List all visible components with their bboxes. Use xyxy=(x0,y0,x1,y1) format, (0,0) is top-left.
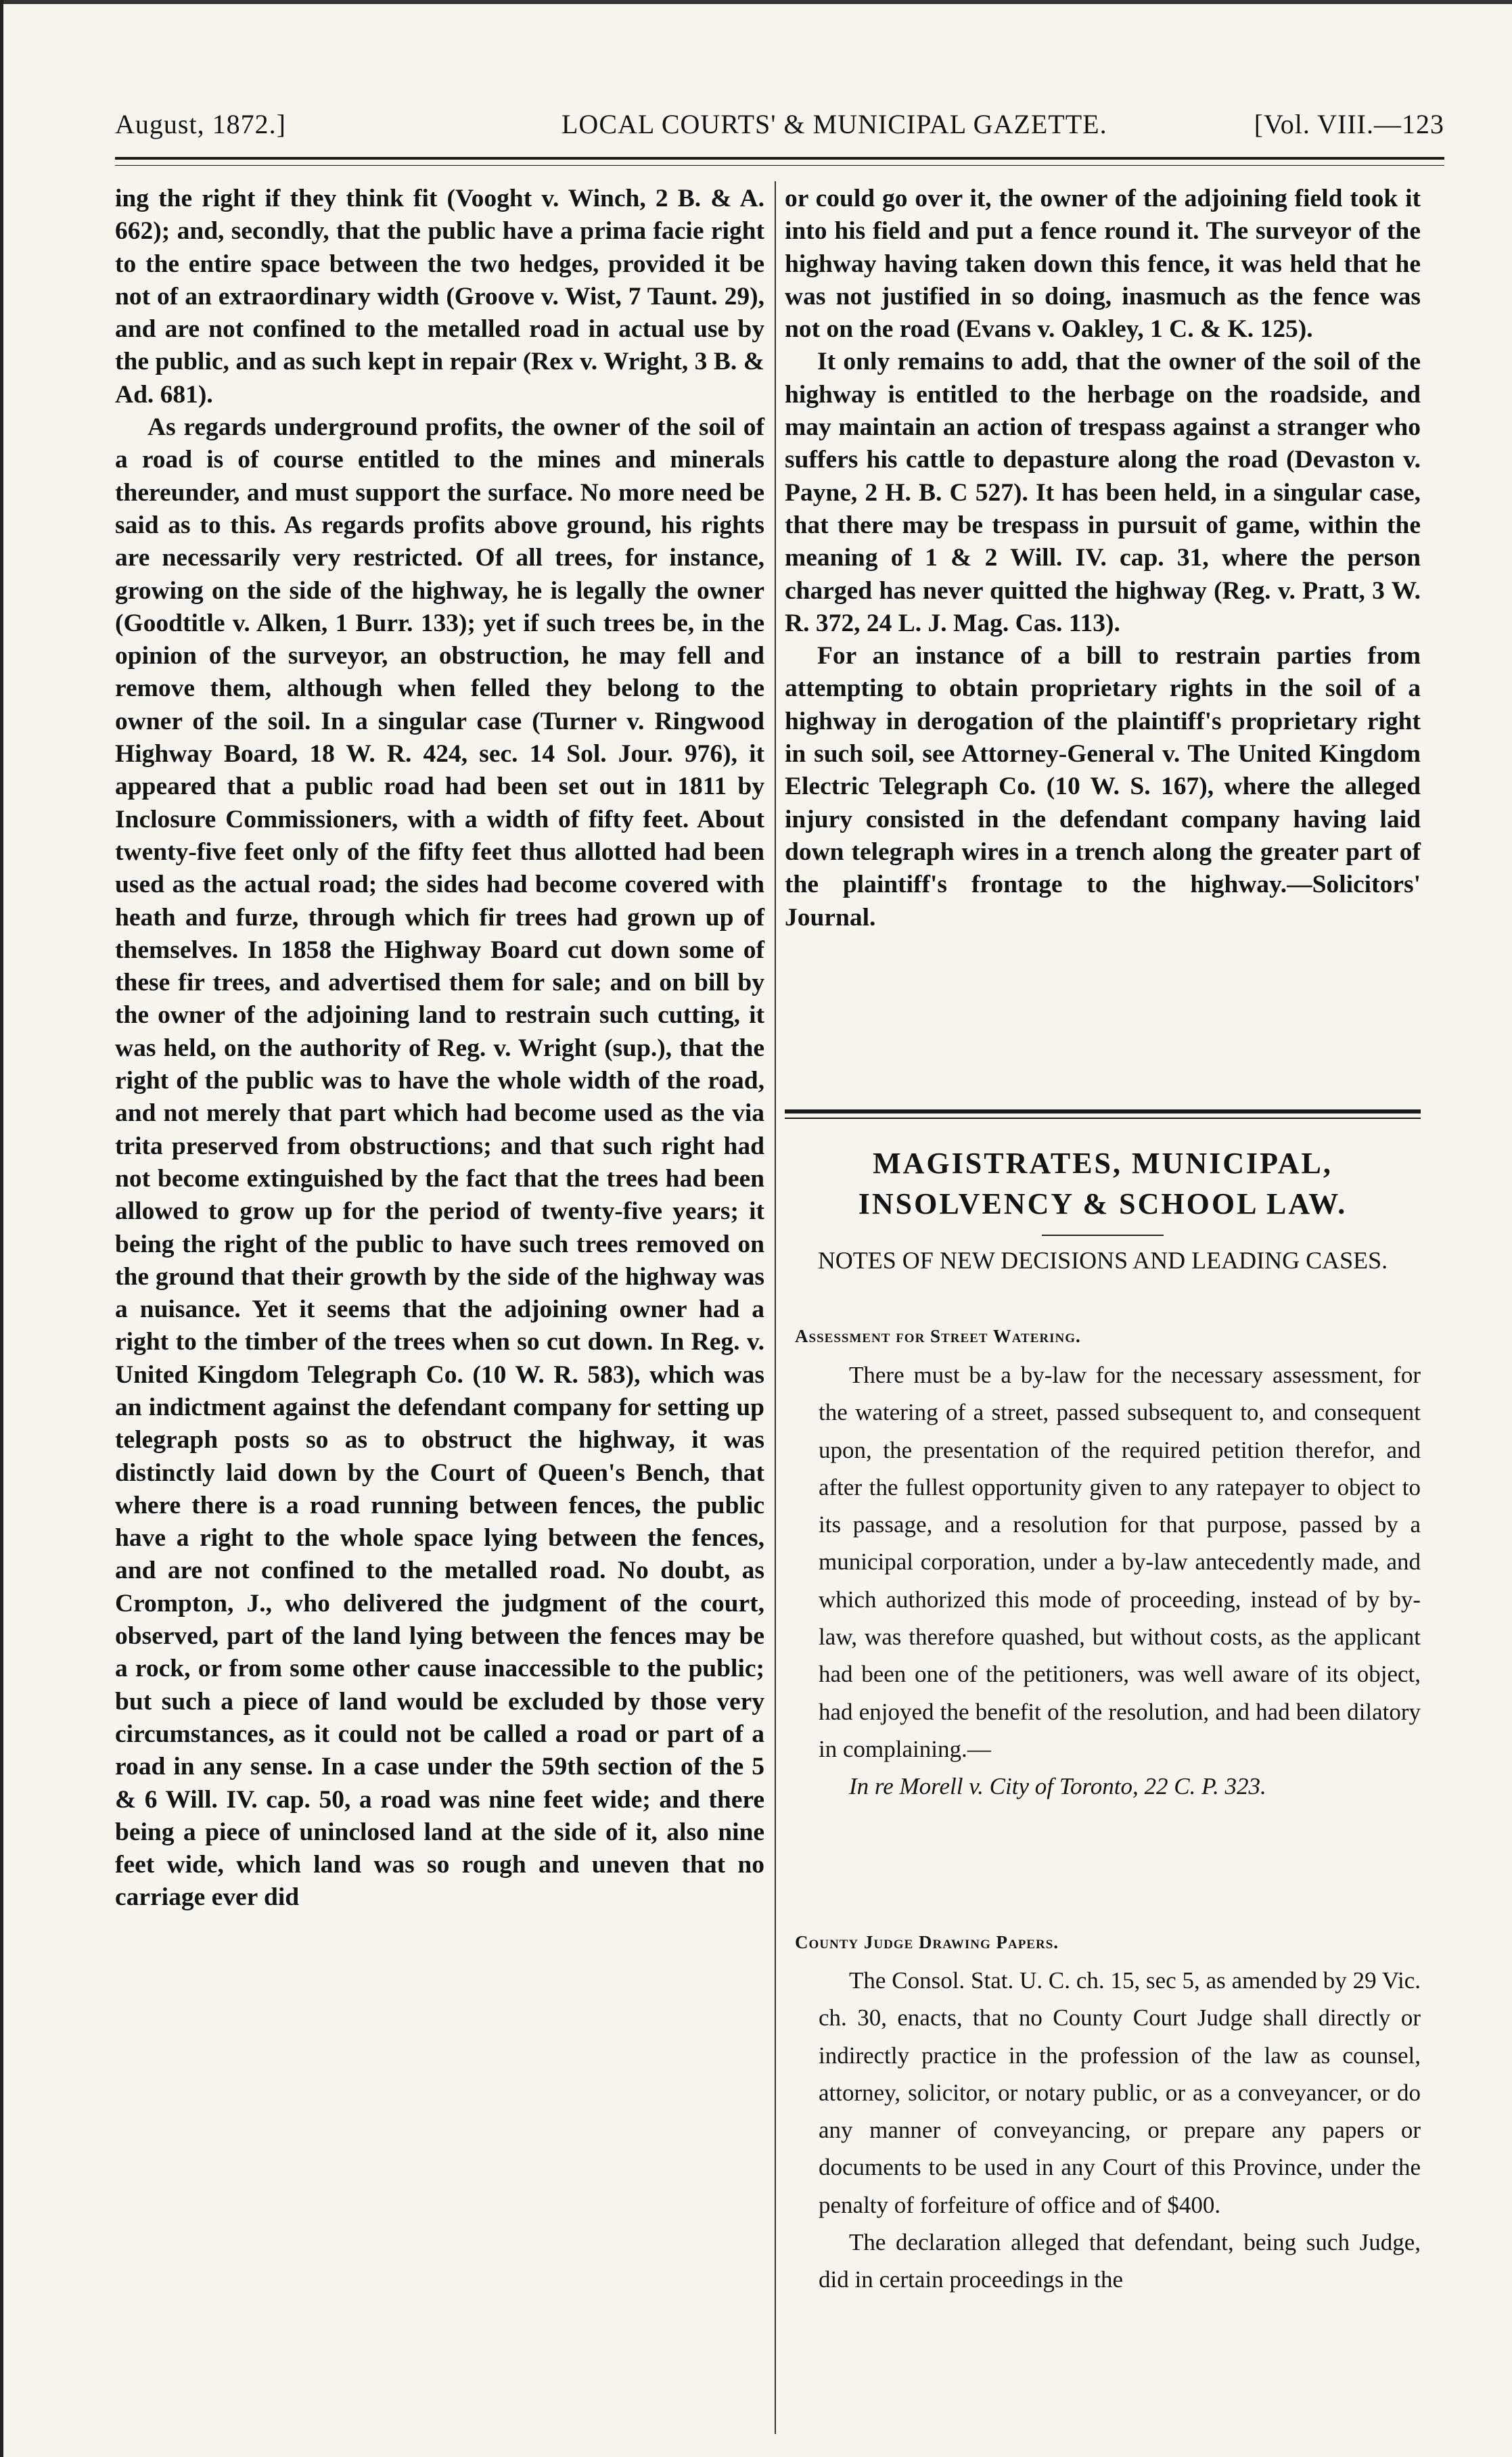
header-title: LOCAL COURTS' & MUNICIPAL GAZETTE. xyxy=(562,109,1107,139)
note-1-citation: In re Morell v. City of Toronto, 22 C. P. 323. xyxy=(849,1773,1266,1800)
section-short-rule xyxy=(1042,1235,1164,1236)
binding-margin-line xyxy=(0,0,3,2457)
header-rule-thick xyxy=(115,157,1444,160)
header-rule-thin xyxy=(115,165,1444,166)
note-2-heading: County Judge Drawing Papers. xyxy=(795,1932,1059,1952)
note-2-paragraph-1: The Consol. Stat. U. C. ch. 15, sec 5, as amended by 29 Vic. ch. 30, enacts, that no County Court Judge shall directly or indirectly practice in the profession of the law as counsel, attorney, solicitor, or notary public, or as a conveyancer, or do any manner of conveyancing, or prepare any papers or documents to be used in any Court of this Province, under the penalty of forfeiture of office and of $400. xyxy=(819,1967,1421,2218)
left-paragraph-2: As regards underground profits, the owner of the soil of a road is of course entitled to the mines and minerals thereunder, and must support the surface. No more need be said as to this. As regards profits above ground, his rights are necessarily very restricted. Of all trees, for instance, growing on the side of the highway, he is legally the owner (Goodtitle v. Alken, 1 Burr. 133); yet if such trees be, in the opinion of the surveyor, an obstruction, he may fell and remove them, although when felled they belong to the owner of the soil. In a singular case (Turner v. Ringwood Highway Board, 18 W. R. 424, sec. 14 Sol. Jour. 976), it appeared that a public road had been set out in 1811 by Inclosure Commissioners, with a width of fifty feet. About twenty-five feet only of the fifty feet thus allotted had been used as the actual road; the sides had become covered with heath and furze, through which fir trees had grown up of themselves. In 1858 the Highway Board cut down some of these fir trees, and advertised them for sale; and on bill by the owner of the adjoining land to restrain such cutting, it was held, on the authority of Reg. v. Wright (sup.), that the right of the public was to have the whole width of the road, and not merely that part which had become used as the via trita preserved from obstructions; and that such right had not become extinguished by the fact that the trees had been allowed to grow up for the period of twenty-five years; it being the right of the public to have such trees removed on the ground that their growth by the side of the highway was a nuisance. Yet it seems that the adjoining owner had a right to the timber of the trees when so cut down. In Reg. v. United Kingdom Telegraph Co. (10 W. R. 583), which was an indictment against the defendant company for setting up telegraph posts so as to obstruct the highway, it was distinctly laid down by the Court of Queen's Bench, that where there is a road running between fences, the public have a right to the whole space lying between the fences, and are not confined to the metalled road. No doubt, as Crompton, J., who delivered the judgment of the court, observed, part of the land lying between the fences may be a rock, or from some other cause inaccessible to the public; but such a piece of land would be excluded by those very circumstances, as it could not be called a road or part of a road in any sense. In a case under the 59th section of the 5 & 6 Will. IV. cap. 50, a road was nine feet wide; and there being a piece of uninclosed land at the side of it, also nine feet wide, which land was so rough and uneven that no carriage ever did xyxy=(115,413,764,1912)
left-paragraph-1: ing the right if they think fit (Vooght v. Winch, 2 B. & A. 662); and, secondly, that the public have a prima facie right to the entire space between the two hedges, provided it be not of an extraordinary width (Groove v. Wist, 7 Taunt. 29), and are not confined to the metalled road in actual use by the public, and as such kept in repair (Rex v. Wright, 3 B. & Ad. 681). xyxy=(115,185,764,409)
header-date: August, 1872.] xyxy=(115,109,286,139)
column-divider xyxy=(775,181,776,2434)
section-title: MAGISTRATES, MUNICIPAL, INSOLVENCY & SCHOOL LAW. xyxy=(858,1147,1348,1220)
right-column xyxy=(785,183,1421,934)
section-rule-thin xyxy=(785,1118,1421,1119)
right-paragraph-2: It only remains to add, that the owner of the soil of the highway is entitled to the herbage on the roadside, and may maintain an action of trespass against a stranger who suffers his cattle to depasture along the road (Devaston v. Payne, 2 H. B. C 527). It has been held, in a singular case, that there may be trespass in pursuit of game, within the meaning of 1 & 2 Will. IV. cap. 31, where the person charged has never quitted the highway (Reg. v. Pratt, 3 W. R. 372, 24 L. J. Mag. Cas. 113). xyxy=(785,348,1421,637)
page-top-edge xyxy=(0,0,1512,4)
section-rule-thick xyxy=(785,1109,1421,1113)
note-1-body xyxy=(819,1356,1421,1806)
note-1-heading: Assessment for Street Watering. xyxy=(795,1326,1081,1346)
header-volume-page: [Vol. VIII.—123 xyxy=(1254,109,1444,139)
subsection-title: NOTES OF NEW DECISIONS AND LEADING CASES. xyxy=(817,1247,1388,1274)
note-1-text: There must be a by-law for the necessary assessment, for the watering of a street, passed subsequent to, and consequent upon, the presentation of the required petition therefor, and after the fullest opportunity given to any ratepayer to object to its passage, and a resolution for that purpose, passed by a municipal corporation, under a by-law antecedently made, and which authorized this mode of proceeding, instead of by by-law, was therefore quashed, but without costs, as the applicant had been one of the petitioners, was well aware of its object, had enjoyed the benefit of the resolution, and had been dilatory in complaining.— xyxy=(819,1362,1421,1762)
left-column xyxy=(115,183,764,1914)
running-header xyxy=(115,108,1444,149)
note-2-paragraph-2: The declaration alleged that defendant, being such Judge, did in certain proceedings in the xyxy=(819,2229,1421,2293)
right-paragraph-3: For an instance of a bill to restrain parties from attempting to obtain proprietary rights in the soil of a highway in derogation of the plaintiff's proprietary right in such soil, see Attorney-General v. The United Kingdom Electric Telegraph Co. (10 W. S. 167), where the alleged injury consisted in the defendant company having laid down telegraph wires in a trench along the greater part of the plaintiff's frontage to the highway.—Solicitors' Journal. xyxy=(785,642,1421,932)
note-2-body xyxy=(819,1962,1421,2299)
right-paragraph-1: or could go over it, the owner of the adjoining field took it into his field and put a fence round it. The surveyor of the highway having taken down this fence, it was held that he was not justified in so doing, inasmuch as the fence was not on the road (Evans v. Oakley, 1 C. & K. 125). xyxy=(785,185,1421,344)
